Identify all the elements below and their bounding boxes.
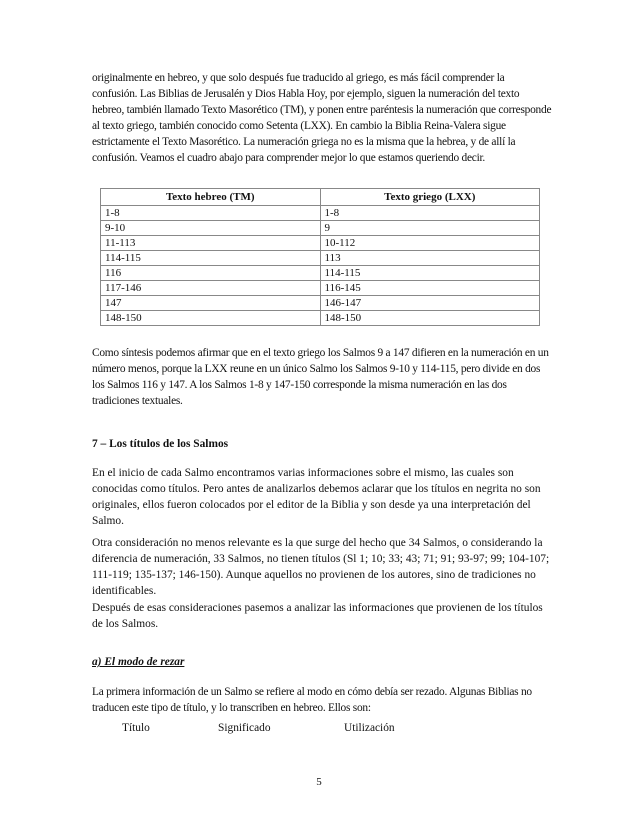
table-cell: 146-147 [320, 296, 540, 311]
synthesis-paragraph: Como síntesis podemos afirmar que en el texto griego los Salmos 9 a 147 difieren en la numeración en un número menos, porque la LXX reune en un único Salmo los Salmos 9-10 y 114-115, pero divide en dos los Salmos 116 y 147. A los Salmos 1-8 y 147-150 corresponde la misma numeración en las dos tradiciones textuales. [92, 347, 549, 407]
section-7-heading: 7 – Los títulos de los Salmos [92, 438, 229, 450]
table-header-row [101, 189, 540, 206]
table-cell: 148-150 [101, 311, 321, 326]
table-header-greek: Texto griego (LXX) [320, 189, 540, 206]
table-cell: 10-112 [320, 236, 540, 251]
table-cell: 148-150 [320, 311, 540, 326]
table-cell: 116 [101, 266, 321, 281]
table-cell: 9-10 [101, 221, 321, 236]
table-row [101, 296, 540, 311]
titles-paragraph-3: Después de esas consideraciones pasemos a analizar las informaciones que provienen de los títulos de los Salmos. [92, 602, 543, 630]
table-cell: 114-115 [101, 251, 321, 266]
table-cell: 9 [320, 221, 540, 236]
table-cell: 117-146 [101, 281, 321, 296]
column-usage-label: Utilización [344, 722, 395, 734]
table-row [101, 266, 540, 281]
mode-paragraph: La primera información de un Salmo se refiere al modo en cómo debía ser rezado. Algunas Biblias no traducen este tipo de título, y lo transcriben en hebreo. Ellos son: [92, 686, 532, 714]
subsection-a-heading: a) El modo de rezar [92, 656, 185, 668]
titles-paragraph-1: En el inicio de cada Salmo encontramos varias informaciones sobre el mismo, las cuales son conocidas como títulos. Pero antes de analizarlos debemos aclarar que los títulos en negrita no son originales, ellos fueron colocados por el editor de la Biblia y son desde ya una interpretación del Salmo. [92, 467, 541, 527]
table-row [101, 311, 540, 326]
numbering-table [100, 188, 540, 326]
table-row [101, 221, 540, 236]
table-cell: 116-145 [320, 281, 540, 296]
table-cell: 147 [101, 296, 321, 311]
table-row [101, 281, 540, 296]
table-row [101, 236, 540, 251]
table-row [101, 251, 540, 266]
table-header-hebrew: Texto hebreo (TM) [101, 189, 321, 206]
page-number: 5 [316, 776, 322, 788]
table-cell: 1-8 [320, 206, 540, 221]
column-meaning-label: Significado [218, 722, 271, 734]
table-cell: 113 [320, 251, 540, 266]
titles-paragraph-2: Otra consideración no menos relevante es la que surge del hecho que 34 Salmos, o considerando la diferencia de numeración, 33 Salmos, no tienen títulos (Sl 1; 10; 33; 43; 71; 91; 93-97; 99; 104-107; 111-119; 135-137; 146-150). Aunque aquellos no provienen de los autores, sino de tradiciones no identificables. [92, 537, 550, 597]
table-cell: 1-8 [101, 206, 321, 221]
column-title-label: Título [122, 722, 150, 734]
table-cell: 114-115 [320, 266, 540, 281]
intro-paragraph: originalmente en hebreo, y que solo después fue traducido al griego, es más fácil comprender la confusión. Las Biblias de Jerusalén y Dios Habla Hoy, por ejemplo, siguen la numeración del texto hebreo, también llamado Texto Masorético (TM), y ponen entre paréntesis la numeración que corresponde al texto griego, también conocido como Setenta (LXX). En cambio la Biblia Reina-Valera sigue estrictamente el Texto Masorético. La numeración griega no es la misma que la hebrea, y de allí la confusión. Veamos el cuadro abajo para comprender mejor lo que estamos queriendo decir. [92, 72, 552, 164]
table-row [101, 206, 540, 221]
table-cell: 11-113 [101, 236, 321, 251]
